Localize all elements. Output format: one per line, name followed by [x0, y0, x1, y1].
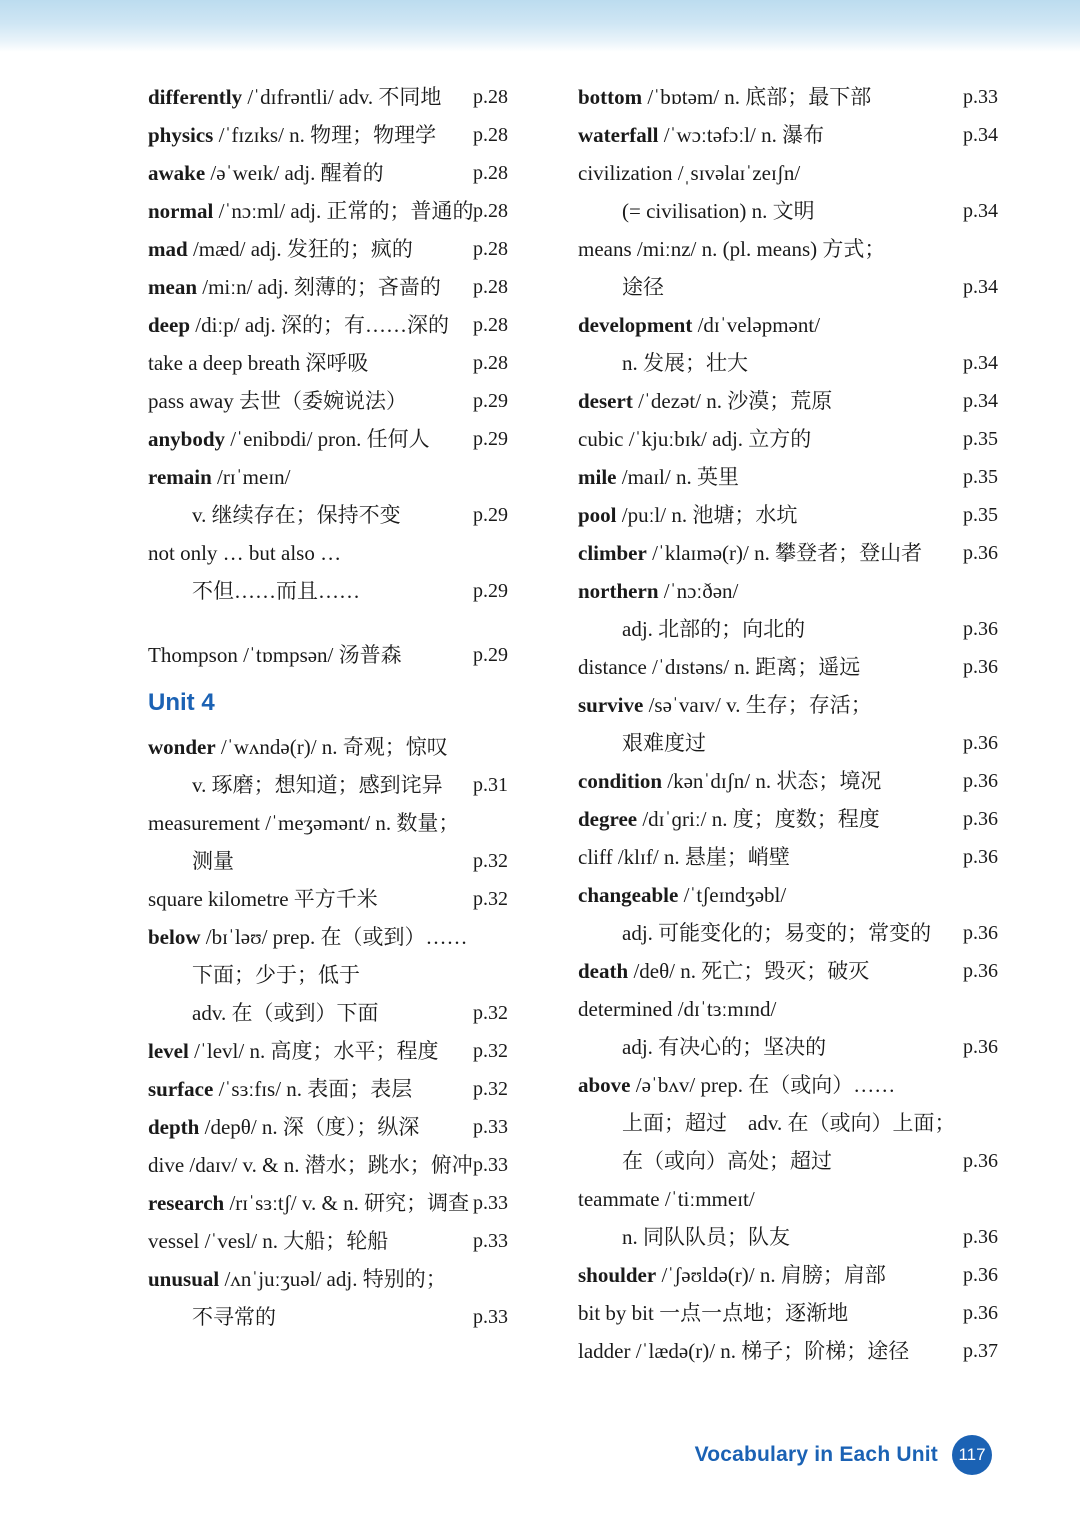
vocabulary-entry: [148, 1070, 578, 1108]
entry-text: dive /daɪv/ v. & n. 潜水；跳水；俯冲: [148, 1153, 473, 1177]
entry-page-ref: p.29: [473, 644, 508, 666]
vocabulary-entry: [578, 1180, 1008, 1218]
entry-text: bit by bit 一点一点地；逐渐地: [578, 1301, 849, 1325]
entry-text: vessel /ˈvesl/ n. 大船；轮船: [148, 1229, 389, 1253]
vocabulary-entry: [578, 496, 1008, 534]
entry-text: physics /ˈfɪzɪks/ n. 物理；物理学: [148, 123, 437, 147]
vocabulary-entry: [578, 1028, 1008, 1066]
vocabulary-entry: [578, 344, 1008, 382]
vocabulary-entry: [148, 496, 578, 534]
entry-page-ref: p.34: [963, 390, 998, 412]
vocabulary-entry: [148, 1298, 578, 1336]
vocabulary-entry: [148, 78, 578, 116]
vocabulary-entry: [578, 154, 1008, 192]
entry-text: wonder /ˈwʌndə(r)/ n. 奇观；惊叹: [148, 735, 448, 759]
entry-text: surface /ˈsɜːfɪs/ n. 表面；表层: [148, 1077, 413, 1101]
vocabulary-entry: [578, 1142, 1008, 1180]
entry-page-ref: p.33: [473, 1306, 508, 1328]
entry-headword: physics: [148, 123, 214, 147]
entry-page-ref: p.36: [963, 922, 998, 944]
entry-text: 艰难度过: [622, 731, 706, 755]
entry-text: depth /depθ/ n. 深（度）；纵深: [148, 1115, 420, 1139]
entry-text: Thompson /ˈtɒmpsən/ 汤普森: [148, 643, 402, 667]
vocabulary-entry: [578, 420, 1008, 458]
entry-text: northern /ˈnɔːðən/: [578, 579, 739, 603]
entry-text: bottom /ˈbɒtəm/ n. 底部；最下部: [578, 85, 872, 109]
vocabulary-entry: [148, 306, 578, 344]
vocabulary-entry: [578, 800, 1008, 838]
entry-headword: pool: [578, 503, 617, 527]
entry-page-ref: p.37: [963, 1340, 998, 1362]
entry-page-ref: p.33: [473, 1230, 508, 1252]
entry-headword: bottom: [578, 85, 643, 109]
entry-text: climber /ˈklaɪmə(r)/ n. 攀登者；登山者: [578, 541, 923, 565]
entry-headword: remain: [148, 465, 212, 489]
entry-headword: degree: [578, 807, 638, 831]
left-unit4-entry-list: [148, 728, 578, 1336]
vocabulary-entry: [578, 1218, 1008, 1256]
left-entry-list: [148, 78, 578, 674]
vocabulary-entry: [148, 382, 578, 420]
entry-text: level /ˈlevl/ n. 高度；水平；程度: [148, 1039, 439, 1063]
entry-page-ref: p.34: [963, 200, 998, 222]
entry-text: adj. 有决心的；坚决的: [622, 1035, 827, 1059]
entry-text: development /dɪˈveləpmənt/: [578, 313, 821, 337]
vocabulary-entry: [578, 914, 1008, 952]
entry-page-ref: p.28: [473, 276, 508, 298]
vocabulary-entry: [148, 458, 578, 496]
entry-headword: normal: [148, 199, 214, 223]
vocabulary-entry: [148, 728, 578, 766]
vocabulary-entry: [148, 192, 578, 230]
entry-headword: development: [578, 313, 693, 337]
entry-page-ref: p.36: [963, 770, 998, 792]
vocabulary-entry: [578, 78, 1008, 116]
entry-headword: research: [148, 1191, 225, 1215]
vocabulary-entry: [148, 116, 578, 154]
entry-headword: survive: [578, 693, 644, 717]
entry-text: desert /ˈdezət/ n. 沙漠；荒原: [578, 389, 833, 413]
entry-text: n. 同队队员；队友: [622, 1225, 790, 1249]
entry-headword: shoulder: [578, 1263, 657, 1287]
entry-text: 在（或向）高处；超过: [622, 1149, 832, 1173]
entry-text: anybody /ˈenibɒdi/ pron. 任何人: [148, 427, 430, 451]
entry-page-ref: p.28: [473, 200, 508, 222]
entry-headword: unusual: [148, 1267, 220, 1291]
entry-text: cubic /ˈkjuːbɪk/ adj. 立方的: [578, 427, 812, 451]
entry-headword: level: [148, 1039, 189, 1063]
entry-text: 上面；超过 adv. 在（或向）上面；: [622, 1111, 956, 1135]
entry-text: v. 继续存在；保持不变: [192, 503, 401, 527]
two-column-layout: [0, 78, 1080, 1370]
entry-page-ref: p.36: [963, 732, 998, 754]
entry-text: 不寻常的: [192, 1305, 276, 1329]
entry-text: v. 琢磨；想知道；感到诧异: [192, 773, 443, 797]
entry-headword: depth: [148, 1115, 200, 1139]
entry-text: measurement /ˈmeʒəmənt/ n. 数量；: [148, 811, 460, 835]
entry-page-ref: p.29: [473, 580, 508, 602]
entry-page-ref: p.33: [963, 86, 998, 108]
entry-text: deep /diːp/ adj. 深的；有……深的: [148, 313, 449, 337]
vocabulary-entry: [578, 192, 1008, 230]
vocabulary-entry: [578, 762, 1008, 800]
entry-page-ref: p.36: [963, 542, 998, 564]
entry-headword: condition: [578, 769, 663, 793]
entry-headword: wonder: [148, 735, 216, 759]
entry-page-ref: p.32: [473, 888, 508, 910]
vocabulary-entry: [578, 1104, 1008, 1142]
vocabulary-entry: [578, 1256, 1008, 1294]
entry-page-ref: p.34: [963, 276, 998, 298]
entry-text: above /əˈbʌv/ prep. 在（或向）……: [578, 1073, 896, 1097]
entry-page-ref: p.36: [963, 618, 998, 640]
vocabulary-entry: [148, 636, 578, 674]
vocabulary-entry: [578, 724, 1008, 762]
entry-text: mile /maɪl/ n. 英里: [578, 465, 739, 489]
entry-text: distance /ˈdɪstəns/ n. 距离；遥远: [578, 655, 861, 679]
entry-page-ref: p.36: [963, 846, 998, 868]
entry-text: determined /dɪˈtɜːmɪnd/: [578, 997, 777, 1021]
vocabulary-entry: [578, 648, 1008, 686]
entry-text: 下面；少于；低于: [192, 963, 360, 987]
vocabulary-entry: [148, 1260, 578, 1298]
vocabulary-entry: [578, 952, 1008, 990]
entry-page-ref: p.36: [963, 1226, 998, 1248]
entry-text: means /miːnz/ n. (pl. means) 方式；: [578, 237, 886, 261]
entry-text: waterfall /ˈwɔːtəfɔːl/ n. 瀑布: [578, 123, 825, 147]
vocabulary-entry: [148, 880, 578, 918]
vocabulary-entry: [148, 918, 578, 956]
entry-headword: climber: [578, 541, 647, 565]
entry-text: shoulder /ˈʃəʊldə(r)/ n. 肩膀；肩部: [578, 1263, 886, 1287]
entry-page-ref: p.36: [963, 1302, 998, 1324]
entry-text: awake /əˈweɪk/ adj. 醒着的: [148, 161, 384, 185]
entry-text: 途径: [622, 275, 664, 299]
entry-headword: northern: [578, 579, 659, 603]
vocabulary-entry: [148, 766, 578, 804]
entry-page-ref: p.35: [963, 466, 998, 488]
entry-page-ref: p.32: [473, 1002, 508, 1024]
entry-headword: above: [578, 1073, 631, 1097]
vocabulary-entry: [148, 154, 578, 192]
entry-text: condition /kənˈdɪʃn/ n. 状态；境况: [578, 769, 882, 793]
footer-title: Vocabulary in Each Unit: [694, 1443, 938, 1466]
entry-page-ref: p.35: [963, 504, 998, 526]
entry-text: mean /miːn/ adj. 刻薄的；吝啬的: [148, 275, 441, 299]
entry-text: adv. 在（或到）下面: [192, 1001, 379, 1025]
entry-text: teammate /ˈtiːmmeɪt/: [578, 1187, 755, 1211]
entry-text: 测量: [192, 849, 234, 873]
entry-page-ref: p.29: [473, 504, 508, 526]
header-band: [0, 0, 1080, 52]
vocabulary-entry: [578, 1332, 1008, 1370]
entry-headword: below: [148, 925, 201, 949]
entry-page-ref: p.36: [963, 656, 998, 678]
entry-spacer: [148, 610, 578, 636]
vocabulary-entry: [148, 344, 578, 382]
vocabulary-entry: [578, 116, 1008, 154]
entry-page-ref: p.36: [963, 808, 998, 830]
entry-page-ref: p.29: [473, 428, 508, 450]
entry-headword: differently: [148, 85, 243, 109]
entry-text: survive /səˈvaɪv/ v. 生存；存活；: [578, 693, 872, 717]
entry-page-ref: p.31: [473, 774, 508, 796]
vocabulary-entry: [148, 1146, 578, 1184]
vocabulary-entry: [578, 686, 1008, 724]
vocabulary-entry: [578, 230, 1008, 268]
entry-text: death /deθ/ n. 死亡；毁灭；破灭: [578, 959, 870, 983]
entry-page-ref: p.36: [963, 1264, 998, 1286]
entry-page-ref: p.28: [473, 86, 508, 108]
entry-text: below /bɪˈləʊ/ prep. 在（或到）……: [148, 925, 468, 949]
vocabulary-entry: [578, 458, 1008, 496]
vocabulary-entry: [148, 230, 578, 268]
entry-page-ref: p.36: [963, 1150, 998, 1172]
vocabulary-entry: [148, 1184, 578, 1222]
entry-headword: waterfall: [578, 123, 659, 147]
vocabulary-entry: [578, 876, 1008, 914]
vocabulary-entry: [148, 842, 578, 880]
entry-text: 不但……而且……: [192, 579, 360, 603]
entry-headword: desert: [578, 389, 633, 413]
vocabulary-entry: [148, 534, 578, 572]
vocabulary-entry: [148, 1222, 578, 1260]
entry-page-ref: p.28: [473, 238, 508, 260]
unit-heading: Unit 4: [148, 689, 215, 716]
entry-headword: deep: [148, 313, 190, 337]
entry-text: changeable /ˈtʃeɪndʒəbl/: [578, 883, 787, 907]
vocabulary-entry: [578, 1066, 1008, 1104]
entry-headword: mile: [578, 465, 617, 489]
entry-page-ref: p.32: [473, 1040, 508, 1062]
entry-page-ref: p.34: [963, 124, 998, 146]
entry-page-ref: p.35: [963, 428, 998, 450]
entry-text: not only … but also …: [148, 541, 342, 565]
entry-text: pass away 去世（委婉说法）: [148, 389, 407, 413]
entry-headword: surface: [148, 1077, 214, 1101]
entry-text: remain /rɪˈmeɪn/: [148, 465, 291, 489]
entry-page-ref: p.36: [963, 1036, 998, 1058]
entry-text: (= civilisation) n. 文明: [622, 199, 815, 223]
vocabulary-entry: [148, 994, 578, 1032]
vocabulary-entry: [578, 838, 1008, 876]
entry-text: unusual /ʌnˈjuːʒuəl/ adj. 特别的；: [148, 1267, 447, 1291]
entry-headword: awake: [148, 161, 206, 185]
entry-text: degree /dɪˈɡriː/ n. 度；度数；程度: [578, 807, 880, 831]
entry-page-ref: p.36: [963, 960, 998, 982]
entry-text: normal /ˈnɔːml/ adj. 正常的；普通的: [148, 199, 474, 223]
right-entry-list: [578, 78, 1008, 1370]
vocabulary-entry: [148, 956, 578, 994]
page-footer: [695, 1435, 992, 1475]
vocabulary-entry: [148, 1032, 578, 1070]
entry-page-ref: p.32: [473, 1078, 508, 1100]
vocabulary-entry: [578, 610, 1008, 648]
entry-headword: mad: [148, 237, 188, 261]
entry-page-ref: p.29: [473, 390, 508, 412]
entry-page-ref: p.33: [473, 1154, 508, 1176]
vocabulary-entry: [148, 572, 578, 610]
entry-page-ref: p.28: [473, 162, 508, 184]
entry-text: mad /mæd/ adj. 发狂的；疯的: [148, 237, 413, 261]
vocabulary-entry: [148, 804, 578, 842]
vocabulary-entry: [578, 1294, 1008, 1332]
entry-text: ladder /ˈlædə(r)/ n. 梯子；阶梯；途径: [578, 1339, 910, 1363]
entry-text: take a deep breath 深呼吸: [148, 351, 369, 375]
entry-text: adj. 可能变化的；易变的；常变的: [622, 921, 932, 945]
entry-text: civilization /ˌsɪvəlaɪˈzeɪʃn/: [578, 161, 801, 185]
vocabulary-entry: [578, 306, 1008, 344]
vocabulary-entry: [148, 1108, 578, 1146]
entry-headword: death: [578, 959, 629, 983]
entry-text: adj. 北部的；向北的: [622, 617, 806, 641]
vocabulary-entry: [148, 268, 578, 306]
entry-text: cliff /klɪf/ n. 悬崖；峭壁: [578, 845, 790, 869]
entry-headword: mean: [148, 275, 197, 299]
entry-headword: changeable: [578, 883, 679, 907]
entry-page-ref: p.34: [963, 352, 998, 374]
left-column: [148, 78, 578, 1370]
vocabulary-entry: [578, 572, 1008, 610]
vocabulary-entry: [578, 268, 1008, 306]
entry-page-ref: p.33: [473, 1116, 508, 1138]
entry-text: square kilometre 平方千米: [148, 887, 378, 911]
entry-page-ref: p.28: [473, 352, 508, 374]
entry-page-ref: p.32: [473, 850, 508, 872]
entry-text: research /rɪˈsɜːtʃ/ v. & n. 研究；调查: [148, 1191, 470, 1215]
vocabulary-entry: [578, 382, 1008, 420]
entry-page-ref: p.28: [473, 124, 508, 146]
vocabulary-entry: [578, 534, 1008, 572]
entry-text: differently /ˈdɪfrəntli/ adv. 不同地: [148, 85, 442, 109]
vocabulary-entry: [578, 990, 1008, 1028]
entry-text: n. 发展；壮大: [622, 351, 748, 375]
entry-headword: anybody: [148, 427, 226, 451]
entry-page-ref: p.28: [473, 314, 508, 336]
page-number-badge: 117: [952, 1435, 992, 1475]
vocabulary-entry: [148, 420, 578, 458]
entry-text: pool /puːl/ n. 池塘；水坑: [578, 503, 798, 527]
right-column: [578, 78, 1008, 1370]
entry-page-ref: p.33: [473, 1192, 508, 1214]
